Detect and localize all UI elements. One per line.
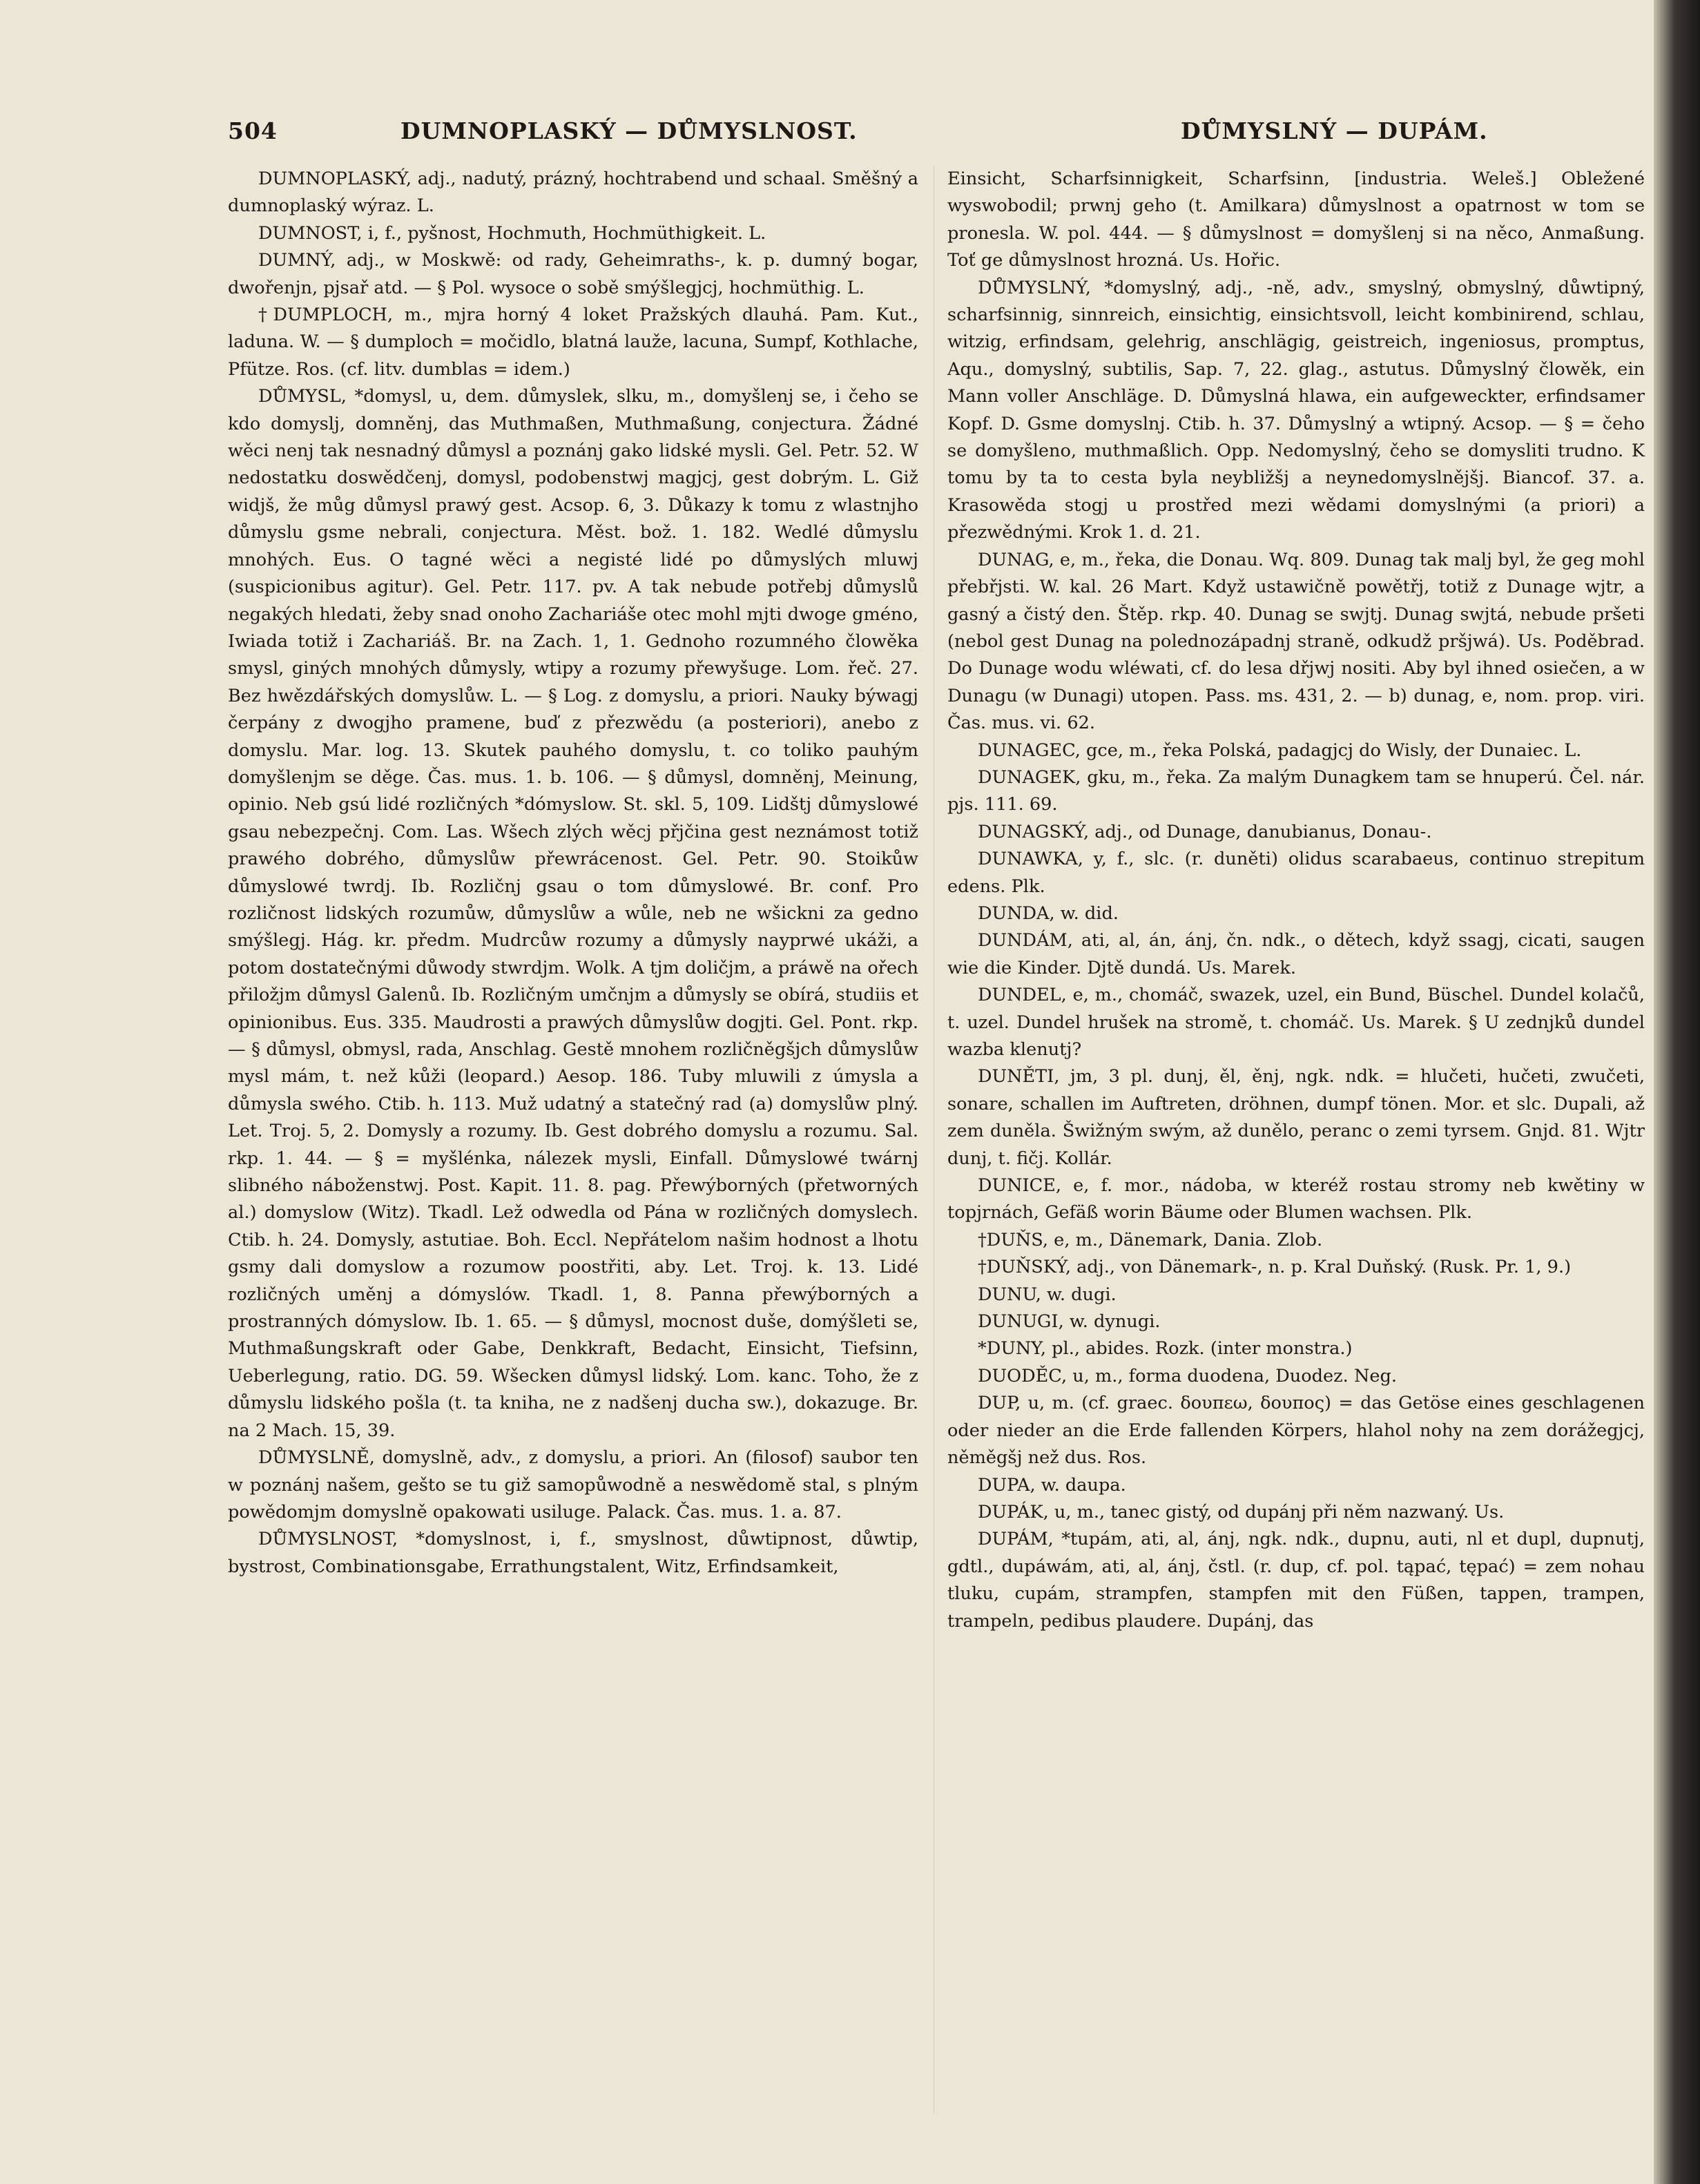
entry-dumnoplasky: DUMNOPLASKÝ, adj., nadutý, prázný, hochtrabend und schaal. Směšný a dumnoplaský wýraz. L. bbox=[228, 168, 918, 217]
entry-duneti: DUNĚTI, jm, 3 pl. dunj, ěl, ěnj, ngk. ndk. = hlučeti, hučeti, zwučeti, sonare, schallen im Auftreten, dröhnen, dumpf tönen. Mor. et slc. Dupali, až zem duněla. Šwižným swým, až dunělo, peranc o zemi tyrsem. Gnjd. 81. Wjtr dunj, t. fičj. Kollár. bbox=[947, 1066, 1645, 1169]
entry-dumyslne: DŮMYSLNĚ, domyslně, adv., z domyslu, a priori. An (filosof) saubor ten w poznánj našem, gešto se tu giž samopůwodně a neswědomě stal, s plným powědomjm domyslně opakowati usiluge. Palack. Čas. mus. 1. a. 87. bbox=[228, 1447, 918, 1523]
entry-dunda: DUNDA, w. did. bbox=[978, 902, 1119, 924]
entry-dunugi: DUNUGI, w. dynugi. bbox=[978, 1311, 1161, 1333]
entry-dup: DUP, u, m. (cf. graec. δουπεω, δουπος) = das Getöse eines geschlagenen oder nieder an die Erde fallenden Körpers, hlahol nohy na zem dorážegjcj, něměgšj než dus. Ros. bbox=[947, 1393, 1645, 1469]
entry-dunsky: †DUŇSKÝ, adj., von Dänemark-, n. p. Kral Duňský. (Rusk. Pr. 1, 9.) bbox=[978, 1257, 1572, 1278]
entry-dupam: DUPÁM, *tupám, ati, al, ánj, ngk. ndk., dupnu, auti, nl et dupl, dupnutj, gdtl., dupáwám, ati, al, ánj, čstl. (r. dup, cf. pol. tąpać, tępać) = zem nohau tluku, cupám, strampfen, stampfen mit den Füßen, tappen, trampen, trampeln, pedibus plaudere. Dupánj, das bbox=[947, 1529, 1645, 1632]
entry-duny: *DUNY, pl., abides. Rozk. (inter monstra.) bbox=[978, 1338, 1353, 1360]
entry-dunagsky: DUNAGSKÝ, adj., od Dunage, danubianus, Donau-. bbox=[978, 821, 1432, 842]
page-number: 504 bbox=[228, 117, 278, 144]
entry-dumploch: †DUMPLOCH, m., mjra horný 4 loket Pražských dlauhá. Pam. Kut., laduna. W. — § dumploch = močidlo, blatná lauže, lacuna, Sumpf, Kothlache, Pfütze. Ros. (cf. litv. dumblas = idem.) bbox=[228, 305, 918, 380]
entry-dumyslny: DŮMYSLNÝ, *domyslný, adj., -ně, adv., smyslný, obmyslný, důwtipný, scharfsinnig, sinnreich, einsichtig, einsichtsvoll, leicht kombinirend, schlau, witzig, erfindsam, gelehrig, anschlägig, geistreich, ingeniosus, promptus, Aqu., domyslný, subtilis, Sap. 7, 22. glag., astutus. Důmyslný člowěk, ein Mann voller Anschläge. D. Důmyslná hlawa, ein aufgeweckter, erfindsamer Kopf. D. Gsme domyslnj. Ctib. h. 37. Důmyslný a wtipný. Acsop. — § = čeho se domyšleno, muthmaßlich. Opp. Nedomyslný, čeho se domysliti trudno. K tomu by ta to cesta byla neybližšj a neynedomyslnějšj. Biancof. 37. a. Krasowěda stogj u prostřed mezi wědami domyslnými (a priori) a přezwědnými. Krok 1. d. 21. bbox=[947, 277, 1645, 543]
entry-dundam: DUNDÁM, ati, al, án, ánj, čn. ndk., o dětech, když ssagj, cicati, saugen wie die Kinder. Djtě dundá. Us. Marek. bbox=[947, 930, 1645, 978]
entry-dupa: DUPA, w. daupa. bbox=[978, 1474, 1126, 1496]
book-gutter-shadow bbox=[1654, 0, 1700, 2184]
entry-dumyslnost: DŮMYSLNOST, *domyslnost, i, f., smyslnost, důwtipnost, důwtip, bystrost, Combinationsgabe, Errathungstalent, Witz, Erfindsamkeit, bbox=[228, 1529, 918, 1577]
entry-dunag: DUNAG, e, m., řeka, die Donau. Wq. 809. Dunag tak malj byl, že geg mohl přebřjsti. W. kal. 26 Mart. Když ustawičně powětřj, totiž z Dunage wjtr, a gasný a čistý den. Štěp. rkp. 40. Dunag se swjtj. Dunag swjtá, nebude pršeti (nebol gest Dunag na polednozápadnj straně, odkudž pršjwá). Us. Poděbrad. Do Dunage wodu wléwati, cf. do lesa dřjwj nositi. Aby byl ihned osiečen, a w Dunagu (w Dunagi) utopen. Pass. ms. 431, 2. — b) dunag, e, nom. prop. viri. Čas. mus. vi. 62. bbox=[947, 549, 1645, 734]
entry-dunu: DUNU, w. dugi. bbox=[978, 1284, 1117, 1305]
entry-dunawka: DUNAWKA, y, f., slc. (r. duněti) olidus scarabaeus, continuo strepitum edens. Plk. bbox=[947, 849, 1645, 897]
entry-dumnost: DUMNOST, i, f., pyšnost, Hochmuth, Hochmüthigkeit. L. bbox=[258, 222, 766, 244]
entry-dupak: DUPÁK, u, m., tanec gistý, od dupánj při něm nazwaný. Us. bbox=[978, 1501, 1505, 1523]
right-column bbox=[947, 166, 1645, 1635]
running-head bbox=[228, 117, 1643, 159]
left-running-title: DUMNOPLASKÝ — DŮMYSLNOST. bbox=[400, 117, 858, 144]
entry-dunagek: DUNAGEK, gku, m., řeka. Za malým Dunagkem tam se hnuperú. Čel. nár. pjs. 111. 69. bbox=[947, 766, 1645, 815]
entry-dumyslnost-continued: Einsicht, Scharfsinnigkeit, Scharfsinn, [industria. Weleš.] Obležené wyswobodil; prwnj geho (t. Amilkara) důmyslnost a opatrnost w tom se pronesla. W. pol. 444. — § důmyslnost = domyšlenj si na něco, Anmaßung. Toť ge důmyslnost hrozná. Us. Hořic. bbox=[947, 168, 1645, 271]
entry-dundel: DUNDEL, e, m., chomáč, swazek, uzel, ein Bund, Büschel. Dundel kolačů, t. uzel. Dundel hrušek na stromě, t. chomáč. Us. Marek. § U zednjků dundel wazba klenutj? bbox=[947, 985, 1645, 1060]
left-column bbox=[228, 166, 918, 1581]
entry-duodec: DUODĚC, u, m., forma duodena, Duodez. Neg. bbox=[978, 1365, 1398, 1386]
entry-dumny: DUMNÝ, adj., w Moskwě: od rady, Geheimraths-, k. p. dumný bogar, dwořenjn, pjsař atd. — § Pol. wysoce o sobě smýšlegjcj, hochmüthig. L. bbox=[228, 250, 918, 298]
entry-duns: †DUŇS, e, m., Dänemark, Dania. Zlob. bbox=[978, 1229, 1323, 1250]
right-running-title: DŮMYSLNÝ — DUPÁM. bbox=[1181, 117, 1488, 144]
entry-dunice: DUNICE, e, f. mor., nádoba, w kteréž rostau stromy neb kwětiny w topjrnách, Gefäß worin Bäume oder Blumen wachsen. Plk. bbox=[947, 1175, 1645, 1224]
entry-dunagec: DUNAGEC, gce, m., řeka Polská, padagjcj do Wisly, der Dunaiec. L. bbox=[978, 740, 1582, 761]
entry-dumysl: DŮMYSL, *domysl, u, dem. důmyslek, slku, m., domyšlenj se, i čeho se kdo domyslj, domněnj, das Muthmaßen, Muthmaßung, conjectura. Žádné wěci nenj tak nesnadný důmysl a poznánj gako lidské mysli. Gel. Petr. 52. W nedostatku doswědčenj, domysl, podobenstwj magjcj, gest dobrým. L. Giž widjš, že můg důmysl prawý gest. Acsop. 6, 3. Důkazy k tomu z wlastnjho důmyslu gsme nebrali, conjectura. Měst. bož. 1. 182. Wedlé důmyslu mnohých. Eus. O tagné wěci a negisté lidé po důmyslých mluwj (suspicionibus agitur). Gel. Petr. 117. pv. A tak nebude potřebj důmyslů negakých hledati, žeby snad onoho Zachariáše otec mohl mjti dwoge gméno, Iwiada totiž i Zachariáš. Br. na Zach. 1, 1. Gednoho rozumného člowěka smysl, giných mnohých důmysly, wtipy a rozumy přewyšuge. Lom. řeč. 27. Bez hwězdářských domyslůw. L. — § Log. z domyslu, a priori. Nauky býwagj čerpány z dwogjho pramene, buď z přezwědu (a posteriori), anebo z domyslu. Mar. log. 13. Skutek pauhého domyslu, t. co toliko pauhým domyšlenjm se děge. Čas. mus. 1. b. 106. — § důmysl, domněnj, Meinung, opinio. Neb gsú lidé rozličných *dómyslow. St. skl. 5, 109. Lidštj důmyslowé gsau nebezpečnj. Com. Las. Wšech zlých wěcj přjčina gest neznámost totiž prawého dobrého, důmyslůw přewrácenost. Gel. Petr. 90. Stoikůw důmyslowé twrdj. Ib. Rozličnj gsau o tom důmyslowé. Br. conf. Pro rozličnost lidských rozumůw, důmyslůw a wůle, neb ne wšickni za gedno smýšlegj. Hág. kr. předm. Mudrcůw rozumy a důmysly nayprwé ukáži, a potom dostatečnými důwody stwrdjm. Wolk. A tjm doličjm, a práwě na ořech přiložjm důmysl Galenů. Ib. Rozličným umčnjm a důmysly se obírá, studiis et opinionibus. Eus. 335. Maudrosti a prawých důmyslůw dogjti. Gel. Pont. rkp. — § důmysl, obmysl, rada, Anschlag. Gestě mnohem rozličněgšjch důmyslůw mysl mám, t. než kůži (leopard.) Aesop. 186. Tuby mluwili z úmysla a důmysla swého. Ctib. h. 113. Muž udatný a statečný rad (a) domyslůw plný. Let. Troj. 5, 2. Domysly a rozumy. Ib. Gest dobrého domyslu a rozumu. Sal. rkp. 1. 44. — § = myšlénka, nálezek mysli, Einfall. Důmyslowé twárnj slibného náboženstwj. Post. Kapit. 11. 8. pag. Přewýborných (přetworných al.) domyslow (Witz). Tkadl. Lež odwedla od Pána w rozličných domyslech. Ctib. h. 24. Domysly, astutiae. Boh. Eccl. Nepřátelom našim hodnost a lhotu gsmy dali domyslow a rozumow poostřiti, aby. Let. Troj. k. 13. Lidé rozličných uměnj a dómyslów. Tkadl. 1, 8. Panna přewýborných a prostranných dómyslow. Ib. 1. 65. — § důmysl, mocnost duše, domýšleti se, Muthmaßungskraft oder Gabe, Denkkraft, Bedacht, Einsicht, Tiefsinn, Ueberlegung, ratio. DG. 59. Wšecken důmysl lidský. Lom. kanc. Toho, že z důmyslu lidského pošla (t. ta kniha, ne z nadšenj ducha sw.), dokazuge. Br. na 2 Mach. 15, 39. bbox=[228, 386, 918, 1441]
